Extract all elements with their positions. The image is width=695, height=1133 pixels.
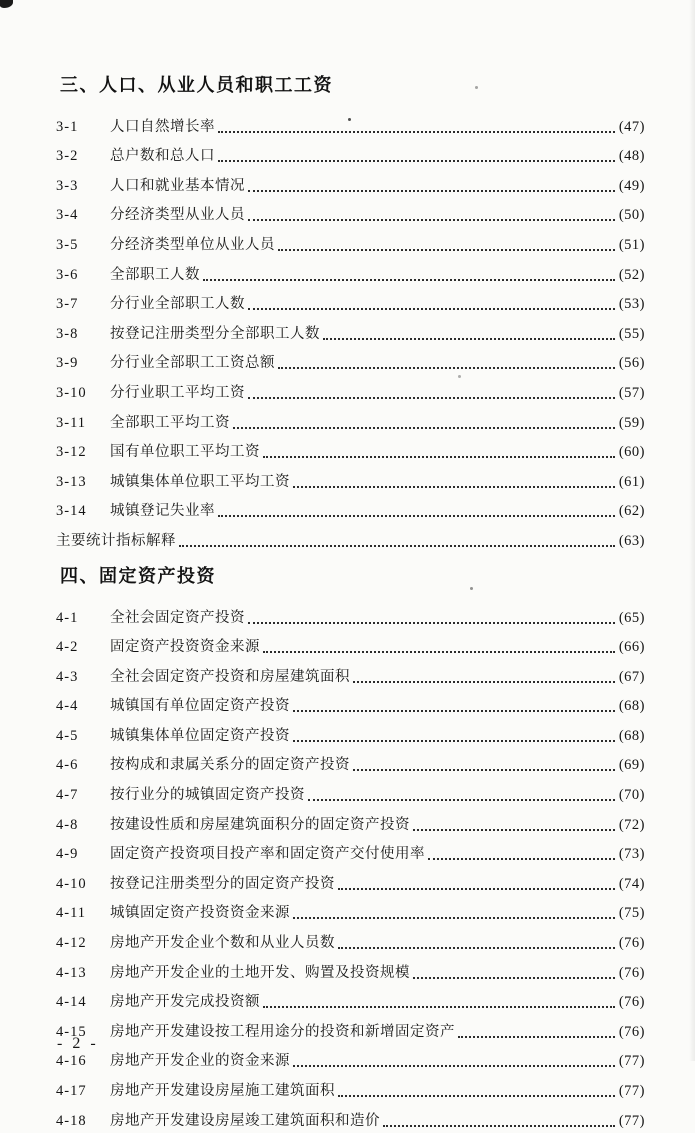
dot-leader bbox=[383, 1125, 615, 1127]
table-row bbox=[56, 718, 645, 748]
entry-page-number: (75) bbox=[618, 905, 645, 922]
entry-page-number: (74) bbox=[618, 875, 645, 892]
entry-title: 国有单位职工平均工资 bbox=[110, 444, 260, 461]
entry-page-number: (77) bbox=[618, 1083, 645, 1099]
entry-page-number: (60) bbox=[618, 444, 645, 461]
entry-number: 4-3 bbox=[56, 668, 79, 685]
entry-page-number: (76) bbox=[618, 1023, 645, 1040]
dot-leader bbox=[278, 249, 615, 251]
entry-number: 4-15 bbox=[56, 1023, 87, 1040]
entry-page-number: (66) bbox=[618, 639, 645, 656]
entry-page-number: (57) bbox=[618, 384, 645, 401]
entry-title: 分行业职工平均工资 bbox=[110, 384, 245, 401]
dot-leader bbox=[293, 710, 615, 712]
toc-page bbox=[56, 74, 645, 1133]
dot-leader bbox=[293, 917, 615, 919]
entry-title: 分经济类型单位从业人员 bbox=[110, 236, 275, 253]
footer-page-number: - 2 - bbox=[57, 1035, 99, 1052]
section-heading-3: 三、人口、从业人员和职工工资 bbox=[60, 75, 333, 95]
entry-title: 总户数和总人口 bbox=[110, 148, 215, 165]
table-row bbox=[56, 807, 645, 837]
table-row bbox=[56, 1103, 645, 1133]
dot-leader bbox=[218, 515, 615, 517]
table-row bbox=[56, 316, 645, 346]
entry-number: 3-7 bbox=[56, 296, 79, 313]
table-row bbox=[56, 523, 645, 553]
entry-title: 房地产开发建设按工程用途分的投资和新增固定资产 bbox=[110, 1023, 455, 1040]
entry-number: 4-6 bbox=[56, 757, 79, 774]
entry-number: 3-8 bbox=[56, 325, 79, 342]
entry-title: 固定资产投资资金来源 bbox=[110, 639, 260, 656]
entry-number: 3-1 bbox=[56, 118, 79, 135]
table-row bbox=[56, 494, 645, 524]
table-row bbox=[56, 1073, 645, 1103]
entry-page-number: (50) bbox=[618, 207, 645, 224]
entry-number: 3-6 bbox=[56, 266, 79, 283]
dot-leader bbox=[338, 1095, 615, 1097]
entry-title: 固定资产投资项目投产率和固定资产交付使用率 bbox=[110, 846, 425, 863]
entry-page-number: (59) bbox=[618, 414, 645, 431]
entry-number: 4-4 bbox=[56, 698, 79, 715]
section-heading-4: 四、固定资产投资 bbox=[60, 565, 216, 586]
entry-number: 4-11 bbox=[56, 905, 87, 922]
scan-shadow bbox=[689, 0, 695, 1061]
entry-page-number: (68) bbox=[618, 698, 645, 715]
entry-number: 3-11 bbox=[56, 414, 87, 431]
table-row bbox=[56, 1014, 645, 1044]
entry-title: 按建设性质和房屋建筑面积分的固定资产投资 bbox=[110, 816, 410, 833]
entry-title: 分经济类型从业人员 bbox=[110, 207, 245, 224]
table-row bbox=[56, 198, 645, 228]
table-row bbox=[56, 287, 645, 317]
table-row bbox=[56, 227, 645, 257]
entry-page-number: (77) bbox=[618, 1053, 645, 1070]
entry-number: 4-7 bbox=[56, 787, 79, 804]
dot-leader bbox=[248, 397, 615, 399]
table-row bbox=[56, 139, 645, 169]
table-row bbox=[56, 985, 645, 1015]
table-row bbox=[56, 955, 645, 985]
entry-page-number: (51) bbox=[618, 236, 645, 253]
entry-number: 3-4 bbox=[56, 207, 79, 224]
table-row bbox=[56, 777, 645, 807]
dot-leader bbox=[323, 338, 615, 340]
table-row bbox=[56, 866, 645, 896]
entry-number: 4-1 bbox=[56, 609, 79, 626]
entry-title: 按构成和隶属关系分的固定资产投资 bbox=[110, 757, 350, 774]
dot-leader bbox=[218, 131, 615, 133]
entry-number: 4-8 bbox=[56, 816, 79, 833]
dot-leader bbox=[248, 622, 615, 624]
dot-leader bbox=[293, 740, 615, 742]
entry-number: 4-12 bbox=[56, 935, 87, 952]
dot-leader bbox=[218, 160, 615, 162]
entry-number: 4-18 bbox=[56, 1112, 87, 1129]
entry-title: 房地产开发建设房屋施工建筑面积 bbox=[110, 1083, 335, 1099]
entry-title: 分行业全部职工人数 bbox=[110, 296, 245, 313]
dot-leader bbox=[353, 769, 615, 771]
dot-leader bbox=[278, 367, 615, 369]
table-row bbox=[56, 464, 645, 494]
entry-title: 城镇集体单位职工平均工资 bbox=[110, 473, 290, 490]
entry-page-number: (73) bbox=[618, 846, 645, 863]
entry-page-number: (53) bbox=[618, 296, 645, 313]
entry-title: 全部职工人数 bbox=[110, 266, 200, 283]
entry-page-number: (63) bbox=[618, 532, 645, 549]
table-row bbox=[56, 109, 645, 139]
dot-leader bbox=[179, 545, 615, 547]
entry-page-number: (70) bbox=[618, 787, 645, 804]
table-row bbox=[56, 600, 645, 630]
entry-page-number: (61) bbox=[618, 473, 645, 490]
table-row bbox=[56, 659, 645, 689]
entry-title: 人口自然增长率 bbox=[110, 118, 215, 135]
entry-page-number: (48) bbox=[618, 148, 645, 165]
entry-page-number: (56) bbox=[618, 355, 645, 372]
entry-title: 房地产开发企业的资金来源 bbox=[110, 1053, 290, 1070]
table-row bbox=[56, 375, 645, 405]
entry-page-number: (68) bbox=[618, 727, 645, 744]
entry-title: 房地产开发企业的土地开发、购置及投资规模 bbox=[110, 964, 410, 981]
entry-title: 人口和就业基本情况 bbox=[110, 177, 245, 194]
entry-page-number: (77) bbox=[618, 1112, 645, 1129]
entry-page-number: (69) bbox=[618, 757, 645, 774]
entry-page-number: (52) bbox=[618, 266, 645, 283]
entry-title: 城镇集体单位固定资产投资 bbox=[110, 727, 290, 744]
entry-title: 全社会固定资产投资 bbox=[110, 609, 245, 626]
entry-title: 按行业分的城镇固定资产投资 bbox=[110, 787, 305, 804]
table-row bbox=[56, 689, 645, 719]
dot-leader bbox=[308, 799, 615, 801]
entry-title: 主要统计指标解释 bbox=[56, 532, 176, 549]
entry-title: 全社会固定资产投资和房屋建筑面积 bbox=[110, 668, 350, 685]
entry-number: 3-14 bbox=[56, 503, 87, 520]
entry-title: 城镇登记失业率 bbox=[110, 503, 215, 520]
entry-number: 4-10 bbox=[56, 875, 87, 892]
entry-title: 房地产开发完成投资额 bbox=[110, 994, 260, 1011]
table-row bbox=[56, 257, 645, 287]
table-row bbox=[56, 925, 645, 955]
entry-page-number: (55) bbox=[618, 325, 645, 342]
dot-leader bbox=[413, 829, 615, 831]
entry-number: 3-13 bbox=[56, 473, 87, 490]
dot-leader bbox=[413, 977, 615, 979]
entry-number: 4-2 bbox=[56, 639, 79, 656]
dot-leader bbox=[458, 1036, 615, 1038]
dot-leader bbox=[428, 858, 615, 860]
dot-leader bbox=[353, 681, 615, 683]
dot-leader bbox=[263, 1006, 615, 1008]
ink-smudge bbox=[0, 0, 13, 8]
entry-title: 城镇固定资产投资资金来源 bbox=[110, 905, 290, 922]
entry-number: 4-9 bbox=[56, 846, 79, 863]
dot-leader bbox=[248, 219, 615, 221]
entry-number: 3-12 bbox=[56, 444, 87, 461]
entry-title: 按登记注册类型分全部职工人数 bbox=[110, 325, 320, 342]
entry-page-number: (65) bbox=[618, 609, 645, 626]
entry-title: 分行业全部职工工资总额 bbox=[110, 355, 275, 372]
entry-number: 3-2 bbox=[56, 148, 79, 165]
entry-number: 4-13 bbox=[56, 964, 87, 981]
entry-page-number: (62) bbox=[618, 503, 645, 520]
entry-number: 3-10 bbox=[56, 384, 87, 401]
entry-number: 3-3 bbox=[56, 177, 79, 194]
table-row bbox=[56, 896, 645, 926]
entry-number: 3-5 bbox=[56, 236, 79, 253]
dot-leader bbox=[263, 456, 615, 458]
table-row bbox=[56, 837, 645, 867]
dot-leader bbox=[203, 279, 615, 281]
entry-number: 4-17 bbox=[56, 1083, 87, 1099]
table-row bbox=[56, 630, 645, 660]
entry-page-number: (76) bbox=[618, 935, 645, 952]
entry-title: 按登记注册类型分的固定资产投资 bbox=[110, 875, 335, 892]
entry-title: 房地产开发建设房屋竣工建筑面积和造价 bbox=[110, 1112, 380, 1129]
entry-number: 4-16 bbox=[56, 1053, 87, 1070]
entry-number: 4-5 bbox=[56, 727, 79, 744]
entry-title: 城镇国有单位固定资产投资 bbox=[110, 698, 290, 715]
entry-page-number: (72) bbox=[618, 816, 645, 833]
table-row bbox=[56, 405, 645, 435]
dot-leader bbox=[233, 427, 615, 429]
dot-leader bbox=[338, 947, 615, 949]
entry-page-number: (49) bbox=[618, 177, 645, 194]
entry-page-number: (76) bbox=[618, 994, 645, 1011]
entry-number: 3-9 bbox=[56, 355, 79, 372]
table-row bbox=[56, 748, 645, 778]
dot-leader bbox=[248, 308, 615, 310]
entry-page-number: (76) bbox=[618, 964, 645, 981]
table-row bbox=[56, 1044, 645, 1074]
entry-page-number: (47) bbox=[618, 118, 645, 135]
table-row bbox=[56, 435, 645, 465]
dot-leader bbox=[338, 888, 615, 890]
entry-number: 4-14 bbox=[56, 994, 87, 1011]
entry-title: 房地产开发企业个数和从业人员数 bbox=[110, 935, 335, 952]
dot-leader bbox=[293, 1065, 615, 1067]
table-row bbox=[56, 168, 645, 198]
entry-page-number: (67) bbox=[618, 668, 645, 685]
entry-title: 全部职工平均工资 bbox=[110, 414, 230, 431]
dot-leader bbox=[248, 190, 615, 192]
dot-leader bbox=[263, 651, 615, 653]
table-row bbox=[56, 346, 645, 376]
dot-leader bbox=[293, 486, 615, 488]
